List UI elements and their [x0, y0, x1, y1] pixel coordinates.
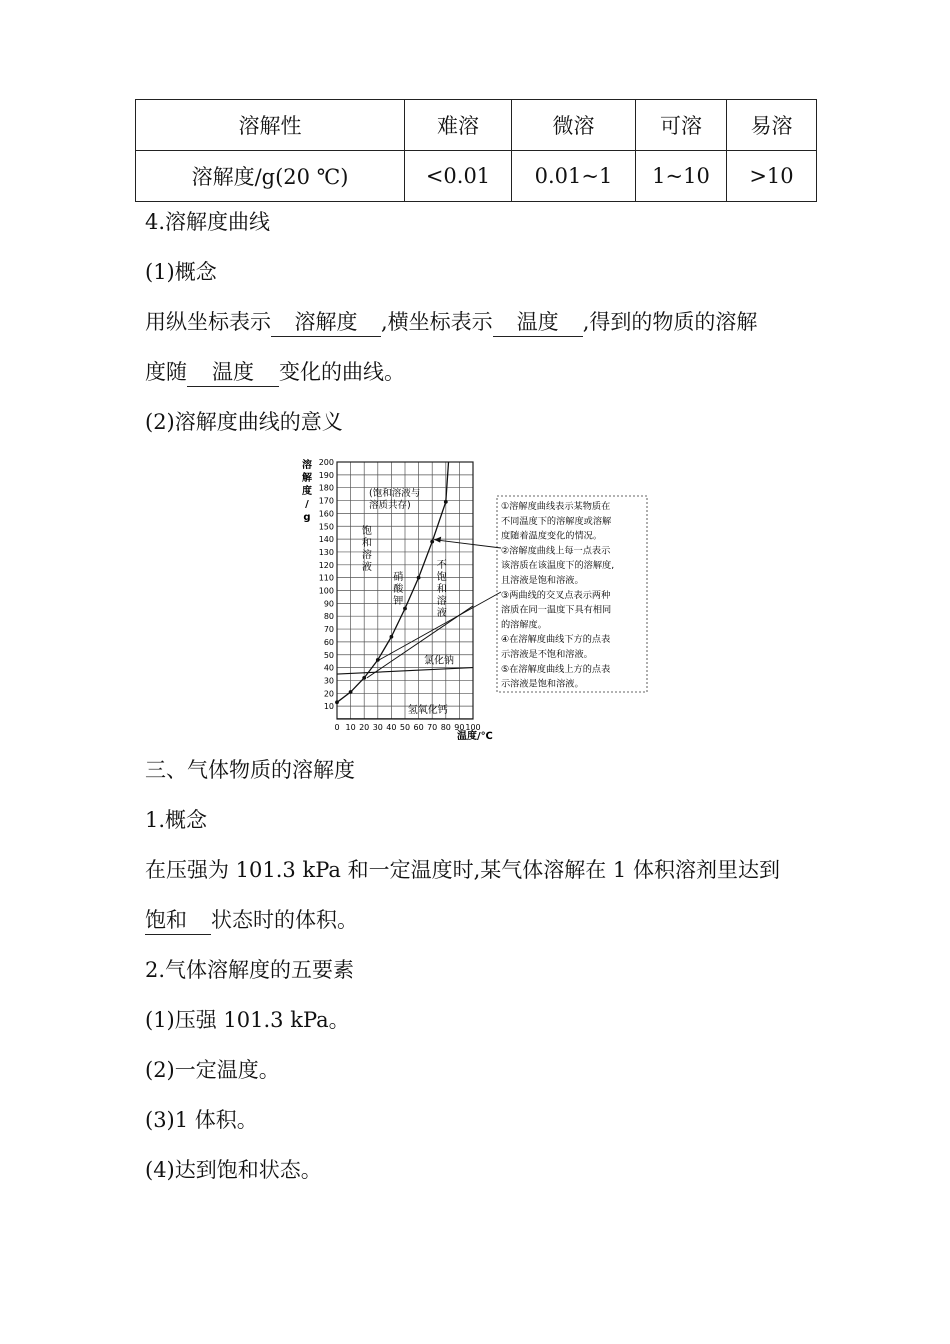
note-line: ④在溶解度曲线下方的点表	[501, 634, 611, 646]
table-cell: 溶解性	[136, 100, 405, 151]
y-tick-label: 70	[323, 625, 334, 635]
region-unsaturated-char: 和	[436, 584, 447, 595]
y-tick-label: 20	[323, 689, 334, 699]
y-tick-label: 120	[318, 560, 334, 570]
kno3-label-char: 硝	[393, 572, 404, 583]
y-tick-label: 100	[318, 586, 334, 596]
region-unsaturated-char: 不	[436, 560, 447, 571]
y-tick-label: 40	[323, 663, 334, 673]
text-span: ,横坐标表示	[381, 310, 493, 334]
table-cell: 难溶	[405, 100, 512, 151]
paragraph-line: 在压强为 101.3 kPa 和一定温度时,某气体溶解在 1 体积溶剂里达到	[145, 858, 780, 882]
y-axis-label-char: 度	[302, 486, 312, 497]
arrow-line	[434, 540, 501, 548]
annotation-notes	[497, 496, 647, 692]
table-cell: <0.01	[405, 151, 512, 202]
data-point	[390, 635, 394, 639]
y-tick-label: 30	[323, 676, 334, 686]
data-point	[403, 607, 407, 611]
table-cell: >10	[727, 151, 817, 202]
note-line: 该溶质在该温度下的溶解度,	[501, 560, 615, 572]
solubility-table	[135, 99, 817, 202]
x-tick-label: 40	[386, 723, 397, 732]
table-row	[136, 100, 817, 151]
y-tick-label: 80	[323, 612, 334, 622]
subheading: (2)溶解度曲线的意义	[145, 410, 343, 434]
list-item: (2)一定温度。	[145, 1058, 280, 1082]
y-tick-label: 110	[318, 573, 334, 583]
paragraph-line	[145, 307, 757, 337]
subheading: (1)概念	[145, 260, 217, 284]
subheading: 1.概念	[145, 808, 208, 832]
list-item: (4)达到饱和状态。	[145, 1158, 322, 1182]
table-cell: 1~10	[636, 151, 727, 202]
fill-blank: 饱和	[145, 906, 211, 935]
y-tick-labels	[319, 458, 334, 711]
note-line: ②溶解度曲线上每一点表示	[501, 545, 611, 557]
y-tick-label: 10	[323, 702, 334, 712]
arrow-head	[434, 537, 441, 543]
data-point	[362, 676, 366, 680]
section-heading: 三、气体物质的溶解度	[145, 758, 355, 782]
table-row	[136, 151, 817, 202]
section-heading: 4.溶解度曲线	[145, 210, 271, 234]
y-tick-label: 170	[318, 496, 334, 506]
list-item: (1)压强 101.3 kPa。	[145, 1008, 350, 1032]
region-label-top: 溶质共存)	[369, 500, 411, 511]
y-axis-label	[302, 458, 313, 523]
table-cell: 0.01~1	[512, 151, 636, 202]
x-tick-label: 90	[454, 723, 465, 732]
y-axis-label-char: 解	[302, 473, 312, 484]
caoh2-label: 氢氧化钙	[407, 705, 448, 717]
table-cell: 易溶	[727, 100, 817, 151]
fill-blank: 温度	[187, 358, 279, 387]
x-tick-label: 0	[334, 723, 340, 732]
region-saturated-char: 液	[361, 562, 372, 573]
y-axis-label-char: g	[303, 512, 311, 523]
y-tick-label: 160	[318, 509, 334, 519]
text-span: ,得到的物质的溶解	[582, 310, 758, 334]
note-line: 的溶解度。	[501, 619, 547, 631]
region-unsaturated-char: 饱	[436, 572, 447, 583]
y-tick-label: 50	[323, 650, 334, 660]
y-tick-label: 190	[318, 470, 334, 480]
x-tick-label: 30	[372, 723, 383, 732]
x-axis-label: 温度/℃	[457, 731, 493, 742]
y-tick-label: 90	[323, 599, 334, 609]
x-tick-label: 20	[359, 723, 370, 732]
paragraph-line	[145, 905, 358, 935]
x-tick-label: 80	[440, 723, 451, 732]
nacl-label: 氯化钠	[424, 655, 455, 667]
x-tick-label: 60	[413, 723, 424, 732]
data-point	[444, 500, 448, 504]
note-line: ③两曲线的交叉点表示两种	[501, 589, 611, 601]
kno3-label-char: 酸	[393, 584, 404, 595]
note-line: 示溶液是饱和溶液。	[501, 678, 584, 690]
solubility-chart	[297, 458, 650, 742]
region-saturated-char: 溶	[361, 550, 372, 561]
note-line: 度随着温度变化的情况。	[501, 530, 603, 542]
note-line: 示溶液是不饱和溶液。	[501, 649, 593, 660]
y-tick-label: 150	[318, 522, 334, 532]
text-span: 用纵坐标表示	[145, 310, 271, 334]
y-tick-label: 140	[318, 535, 334, 545]
note-line: 且溶液是饱和溶液。	[501, 575, 584, 586]
x-tick-label: 100	[465, 723, 481, 732]
x-tick-label: 70	[427, 723, 438, 732]
list-item: (3)1 体积。	[145, 1108, 258, 1132]
data-point	[349, 690, 353, 694]
y-tick-label: 130	[318, 547, 334, 557]
note-line: ①溶解度曲线表示某物质在	[501, 501, 611, 512]
data-point	[430, 540, 434, 544]
table-cell: 可溶	[636, 100, 727, 151]
table-cell: 微溶	[512, 100, 636, 151]
x-tick-label: 10	[345, 723, 356, 732]
region-unsaturated-char: 溶	[436, 596, 447, 607]
subheading: 2.气体溶解度的五要素	[145, 958, 355, 982]
region-unsaturated-char: 液	[436, 608, 447, 619]
text-span: 变化的曲线。	[279, 360, 405, 384]
fill-blank: 温度	[493, 308, 583, 337]
text-span: 度随	[145, 360, 187, 384]
text-span: 状态时的体积。	[211, 908, 358, 932]
data-point	[335, 700, 339, 704]
y-tick-label: 200	[318, 458, 334, 467]
kno3-label-char: 钾	[393, 596, 404, 607]
note-line: ⑤在溶解度曲线上方的点表	[501, 663, 611, 675]
x-tick-label: 50	[399, 723, 411, 732]
note-line: 不同温度下的溶解度或溶解	[501, 515, 612, 527]
region-label-top: (饱和溶液与	[369, 488, 421, 499]
paragraph-line	[145, 357, 405, 387]
data-point	[376, 658, 380, 662]
y-tick-label: 180	[318, 483, 334, 493]
fill-blank: 溶解度	[271, 308, 381, 337]
y-axis-label-char: /	[305, 499, 309, 510]
y-tick-label: 60	[323, 637, 334, 647]
table-cell: 溶解度/g(20 ℃)	[136, 151, 405, 202]
region-saturated-char: 饱	[361, 526, 372, 537]
note-line: 溶质在同一温度下具有相同	[501, 604, 612, 616]
data-point	[417, 576, 421, 580]
y-axis-label-char: 溶	[302, 460, 312, 471]
solubility-curve-figure	[297, 458, 650, 742]
region-saturated-char: 和	[361, 538, 372, 549]
